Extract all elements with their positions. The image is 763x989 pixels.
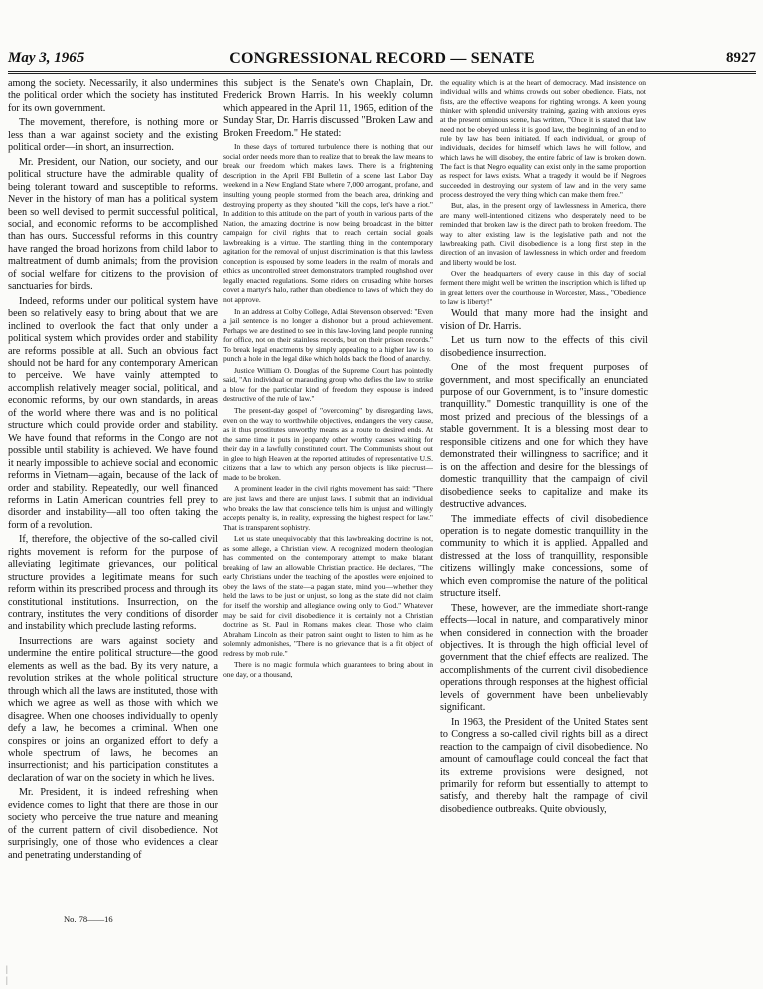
paragraph: Mr. President, it is indeed refreshing when evidence comes to light that there are those in our society who perceive the true nature and meaning of the current pattern of civil disobedience. Not surprisingly, one of those who evidences a clear and penetrating understanding of bbox=[8, 787, 218, 861]
quoted-paragraph: Over the headquarters of every cause in this day of social ferment there might well be written the inscription which is lifted up in great letters over the courthouse in Worcester, Mass., "Obedience to law is liberty!" bbox=[440, 268, 646, 306]
quoted-paragraph: But, alas, in the present orgy of lawlessness in America, there are many well-intentioned citizens who desperately need to be reminded that broken law is the direct path to broken freedom. The way to alter existing law is the legislative path and not the lawbreaking path. Civil disobedience is a long first step in the direction of an invasion of lawlessness in which order and freedom and liberty would be lost. bbox=[440, 201, 646, 267]
quoted-paragraph: Let us state unequivocably that this lawbreaking doctrine is not, as some allege, a Christian view. A recognized modern theologian has commented on the contemporary attempt to make blatant breaking of law an allowable Christian practice. He declares, "The early Christians under the teaching of the apostles were enjoined to obey the laws of the state—a pagan state, mind you—whether they held the laws to be just or unjust, so long as the state did not claim for itself the worship and allegiance owing only to God." Whatever may be said for civil disobedience it is certainly not a Christian doctrine as St. Paul in Romans makes clear. Those who claim Abraham Lincoln as their patron saint ought to listen to him as he solemnly admonishes, "There is no grievance that is a fit object of redress by mob rule." bbox=[223, 534, 433, 658]
paragraph-lead: this subject is the Senate's own Chaplain, Dr. Frederick Brown Harris. In his weekly column which appeared in the April 11, 1965, edition of the Sunday Star, Dr. Harris discussed "Broken Law and Broken Freedom." He stated: bbox=[223, 78, 433, 139]
paragraph: In 1963, the President of the United States sent to Congress a so-called civil rights bill as a direct reaction to the campaign of civil disobedience. No amount of camouflage could conceal the fact that its extreme provisions were designed, not primarily for reform but essentially to attempt to satisfy, and thereby halt the rampage of civil disobedience outbreaks. Quite obviously, bbox=[440, 716, 648, 815]
left-column bbox=[8, 78, 218, 910]
margin-mark: | bbox=[6, 964, 8, 974]
margin-mark: | bbox=[6, 975, 8, 985]
paragraph: among the society. Necessarily, it also undermines the political order which the society has instituted for its own government. bbox=[8, 78, 218, 114]
paragraph: Let us turn now to the effects of this civil disobedience insurrection. bbox=[440, 335, 648, 359]
page-header bbox=[8, 50, 756, 70]
footer-number: No. 78——16 bbox=[64, 914, 113, 924]
paragraph: If, therefore, the objective of the so-called civil rights movement is reform for the purpose of alleviating legitimate grievances, our political structure provides a legitimate means for such reform within its prescribed process and through its constitutional institutions. Insurrection, on the contrary, institutes the very conditions of disorder and instability which preclude lasting reforms. bbox=[8, 534, 218, 633]
quoted-paragraph: the equality which is at the heart of democracy. Mad insistence on individual wills and whims crowds out sober obedience. Fiats, not fists, are the effective weapons for righting wrongs. A keen young thinker with splendid university training, gazing with anxious eyes at the present ominous scene, has written, "Once it is stated that law need not be obeyed unless it is good law, the beginning of an end to rule by law has been initiated. If each individual, or group of individuals, decides for himself which laws he will follow, and which laws he will disobey, the entire fabric of law is broken down. The fact is that Negro equality can exist only in the same proportion as respect for laws exists. What a tragedy it would be if Negroes succeeded in destroying our system of law and in the very same process destroyed the very thing which can make them free." bbox=[440, 78, 646, 200]
paragraph: One of the most frequent purposes of government, and most specifically an enunciated purpose of our Government, is to "insure domestic tranquillity." Domestic tranquillity is one of the most prized and precious of the blessings of a stable government. It is a blessing most dear to responsible citizens and one for which they have demonstrated their willingness to sacrifice; and it is on the affection and desire for the blessings of domestic tranquillity that the campaign of civil disobedience seeks to capitalize and make its destructive advances. bbox=[440, 362, 648, 511]
header-rule bbox=[8, 71, 756, 72]
quoted-paragraph: A prominent leader in the civil rights movement has said: "There are just laws and there are unjust laws. I submit that an individual who breaks the law that conscience tells him is unjust and willingly accepts penalty is, in reality, expressing the highest respect for law." That is transparent sophistry. bbox=[223, 484, 433, 532]
paragraph: These, however, are the immediate short-range effects—local in nature, and comparatively minor when considered in connection with the broader objectives. It is through the high official level of government that the chief effects are realized. The accomplishments of the current civil disobedience operations through responses at the highest official levels of government have been unbelievably significant. bbox=[440, 602, 648, 714]
header-date: May 3, 1965 bbox=[8, 50, 85, 66]
paragraph: Mr. President, our Nation, our society, and our political structure have the admirable quality of being tolerant toward and susceptible to reforms. Never in the history of man has a political system been so well devised to permit successful political, social, and economic reforms to be accomplished than has ours. Successful reforms in this country have ranged the broad horizons from child labor to maltreatment of dumb animals; from the provision of social welfare for citizens to the provision of sanctuaries for birds. bbox=[8, 156, 218, 293]
paragraph: Would that many more had the insight and vision of Dr. Harris. bbox=[440, 308, 648, 332]
quoted-paragraph: The present-day gospel of "overcoming" by disregarding laws, even on the way to worthwhile objectives, endangers the very cause, as it thus prostitutes unworthy means as a route to desired ends. At the same time it puts in jeopardy other worthy causes waiting for their day in a lawfully constituted court. The Communists shout out in glee to high Heaven at the reported attitudes of representative U.S. citizens that a law to which any person objects is like piecrust—made to be broken. bbox=[223, 406, 433, 482]
quoted-paragraph: There is no magic formula which guarantees to bring about in one day, or a thousand, bbox=[223, 660, 433, 679]
middle-column bbox=[223, 78, 433, 978]
paragraph: The movement, therefore, is nothing more or less than a war against society and the existing political order—in short, an insurrection. bbox=[8, 117, 218, 154]
paragraph: Insurrections are wars against society and undermine the entire political structure—the good elements as well as the bad. By its very nature, a revolution strikes at the whole political structure through which all the laws are instituted, those with which we agree as well as those with which we disagree. When one chooses individually to openly defy a law, he becomes a criminal. When one conspires or joins an organized effort to defy a whole spectrum of laws, he becomes an insurrectionist; and his participation constitutes a declaration of war on the society in which he lives. bbox=[8, 635, 218, 784]
header-rule-thin bbox=[8, 73, 756, 74]
quoted-paragraph: Justice William O. Douglas of the Supreme Court has pointedly said, "An individual or marauding group who defies the law to strike a blow for the particular kind of freedom they espouse is indeed destructive of the rule of law." bbox=[223, 365, 433, 404]
paragraph: The immediate effects of civil disobedience operation is to negate domestic tranquillity in the community to which it is applied. Appalled and distressed at the loss of tranquillity, responsible citizens willingly make concessions, some of which even compromise the nature of the political structure itself. bbox=[440, 513, 648, 600]
header-page-number: 8927 bbox=[726, 50, 756, 66]
right-column bbox=[440, 78, 756, 958]
paragraph: Indeed, reforms under our political system have been so relatively easy to bring about that we are inclined to overlook the fact that only under a political system which provides order and stability are reforms possible at all. Such an obvious fact should not be hard for any contemporary American to perceive. We have vainly attempted to accomplish relatively meager social, political, and economic reforms, by our own standards, in areas of the world where there was and is no political structure which could provide order and stability. We have found that reforms in the Congo are not possible until stability is achieved. We have found it nearly impossible to achieve social and economic reforms in Vietnam—again, because of the lack of order and stability. Repeatedly, our well financed reforms in Latin American countries fell prey to disorder and instability—all too often taking the form of a revolution. bbox=[8, 295, 218, 531]
header-title: CONGRESSIONAL RECORD — SENATE bbox=[229, 50, 535, 67]
quoted-paragraph: In an address at Colby College, Adlai Stevenson observed: "Even a jail sentence is no longer a dishonor but a proud achievement. Perhaps we are destined to see in this law-loving land people running for office, not on their stainless records, but on their prison records." To break legal enactments by simply appealing to a higher law is to punch a hole in the legal dike which holds back the flood of anarchy. bbox=[223, 306, 433, 364]
quoted-paragraph: In these days of tortured turbulence there is nothing that our social order needs more than to realize that to break the law means to break our freedom which makes laws. There is a frightening description in the April FBI Bulletin of a scene last Labor Day weekend in a New England State where 7,000 arrogant, profane, and insulting young people stormed from the beach area, drinking and destroying property as they shouted "kill the cops, let's have a riot." In addition to this attitude on the part of youth in various parts of the Nation, the amazing doctrine is now being broadcast in the bitter campaign for civil rights that to reach certain social goals lawbreaking is a virtue. The startling thing in the contemporary agitation for the removal of unjust discrimination is that this lawless conception is espoused by some leaders in the realm of morals and ethics as uncontrolled street demonstrators trampled roughshod over legally enacted regulations. Some riders on crusading white horses covet a martyr's halo, rather than obedience to laws of which they do not approve. bbox=[223, 142, 433, 305]
